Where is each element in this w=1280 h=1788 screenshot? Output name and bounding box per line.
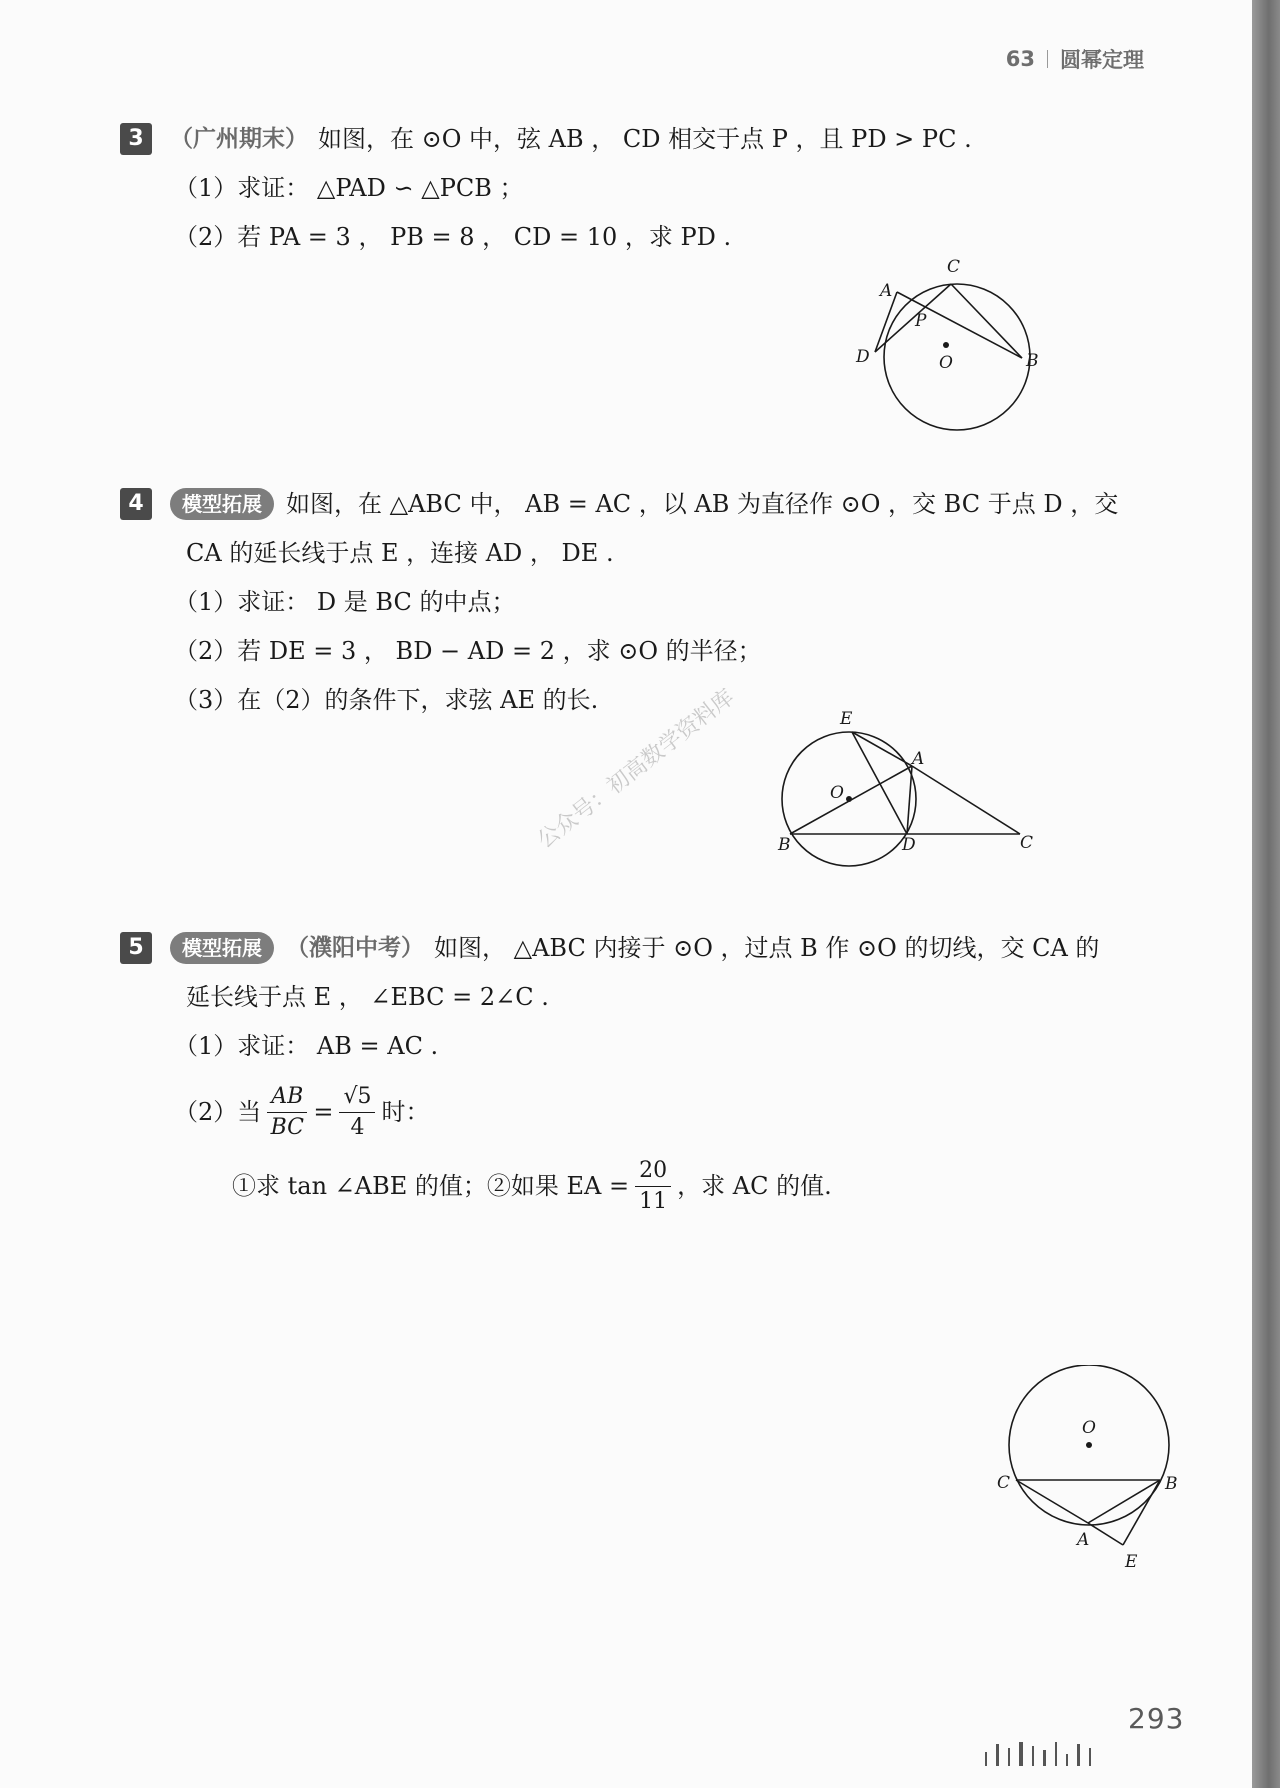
fraction-denominator: BC	[270, 1114, 305, 1140]
label-d: D	[856, 347, 870, 367]
problem-3-stem	[120, 124, 1180, 154]
fraction-20-over-11	[635, 1156, 671, 1217]
equals-sign: =	[313, 1098, 334, 1126]
label-o: O	[939, 353, 953, 373]
page-edge-bar	[1252, 0, 1280, 1788]
label-c: C	[997, 1473, 1011, 1493]
problem-3-part-1: （1）求证： △PAD ∽ △PCB ；	[174, 174, 524, 202]
problem-5	[120, 933, 1180, 1237]
problem-3-part-2: （2）若 PA = 3 ， PB = 8 ， CD = 10 ，求 PD .	[174, 223, 732, 251]
problem-4	[120, 489, 1180, 734]
model-extension-tag: 模型拓展	[170, 488, 274, 520]
problem-number-badge: 5	[120, 932, 152, 964]
part-2-suffix: 时：	[381, 1098, 430, 1126]
problem-5-figure	[985, 1365, 1185, 1575]
problem-3	[120, 124, 1180, 271]
circle-o	[884, 284, 1030, 430]
label-a: A	[912, 749, 925, 769]
running-header	[1006, 44, 1144, 74]
label-c: C	[947, 257, 961, 277]
label-o: O	[830, 783, 844, 803]
problem-5-part-2	[120, 1080, 1180, 1144]
fraction-numerator: √5	[339, 1082, 375, 1113]
label-d: D	[902, 835, 916, 855]
label-c: C	[1020, 833, 1034, 853]
problem-3-figure	[840, 250, 1070, 460]
problem-4-figure	[770, 700, 1070, 880]
problem-source: （濮阳中考）	[286, 935, 424, 961]
segment-cb	[951, 284, 1022, 358]
label-b: B	[778, 835, 791, 855]
model-extension-tag: 模型拓展	[170, 932, 274, 964]
problem-4-stem	[120, 489, 1180, 519]
problem-number-badge: 3	[120, 123, 152, 155]
segment-ac	[912, 766, 1020, 834]
problem-4-stem-line-2: CA 的延长线于点 E ，连接 AD ， DE .	[186, 539, 614, 567]
problem-5-part-1: （1）求证： AB = AC .	[174, 1032, 439, 1060]
part-2-prefix: （2）当	[174, 1098, 262, 1126]
subquestion-suffix: ，求 AC 的值.	[677, 1172, 832, 1200]
header-divider	[1047, 50, 1048, 68]
fraction-denominator: 11	[639, 1188, 668, 1214]
page-number: 293	[1128, 1702, 1185, 1735]
problem-number-badge: 4	[120, 488, 152, 520]
fraction-ab-over-bc	[267, 1082, 307, 1143]
label-b: B	[1165, 1474, 1178, 1494]
label-a: A	[880, 281, 893, 301]
header-section-title: 圆幂定理	[1060, 48, 1144, 72]
center-point	[943, 342, 949, 348]
center-point	[1086, 1442, 1092, 1448]
label-p: P	[915, 311, 927, 331]
problem-4-part-3: （3）在（2）的条件下，求弦 AE 的长.	[174, 686, 599, 714]
subquestion-prefix: ①求 tan ∠ABE 的值；②如果 EA =	[232, 1172, 630, 1200]
fraction-denominator: 4	[350, 1114, 365, 1140]
problem-5-stem	[120, 933, 1180, 963]
fraction-numerator: AB	[267, 1082, 307, 1113]
scan-artifact-strip	[985, 1740, 1245, 1766]
problem-stem-text: 如图，在 ⊙O 中，弦 AB ， CD 相交于点 P ，且 PD > PC .	[318, 125, 972, 153]
tangent-be	[1123, 1480, 1160, 1545]
header-page-label: 63	[1005, 47, 1035, 71]
fraction-numerator: 20	[635, 1156, 671, 1187]
problem-stem-text: 如图， △ABC 内接于 ⊙O ，过点 B 作 ⊙O 的切线，交 CA 的	[434, 934, 1100, 962]
label-e: E	[1125, 1552, 1138, 1572]
fraction-sqrt5-over-4	[339, 1082, 375, 1143]
label-a: A	[1077, 1530, 1090, 1550]
label-e: E	[840, 709, 853, 729]
segment-ae	[1088, 1523, 1123, 1545]
problem-source: （广州期末）	[170, 126, 308, 152]
label-b: B	[1026, 351, 1039, 371]
watermark: 公众号：初高数学资料库	[533, 684, 740, 854]
problem-4-part-1: （1）求证： D 是 BC 的中点；	[174, 588, 516, 616]
center-point	[846, 796, 852, 802]
problem-stem-text: 如图，在 △ABC 中， AB = AC ，以 AB 为直径作 ⊙O ，交 BC 于点 D ，交	[286, 490, 1119, 518]
problem-5-part-2-subquestions	[120, 1154, 1180, 1218]
label-o: O	[1082, 1418, 1096, 1438]
problem-4-part-2: （2）若 DE = 3 ， BD − AD = 2 ，求 ⊙O 的半径；	[174, 637, 762, 665]
problem-5-stem-line-2: 延长线于点 E ， ∠EBC = 2∠C .	[186, 983, 549, 1011]
